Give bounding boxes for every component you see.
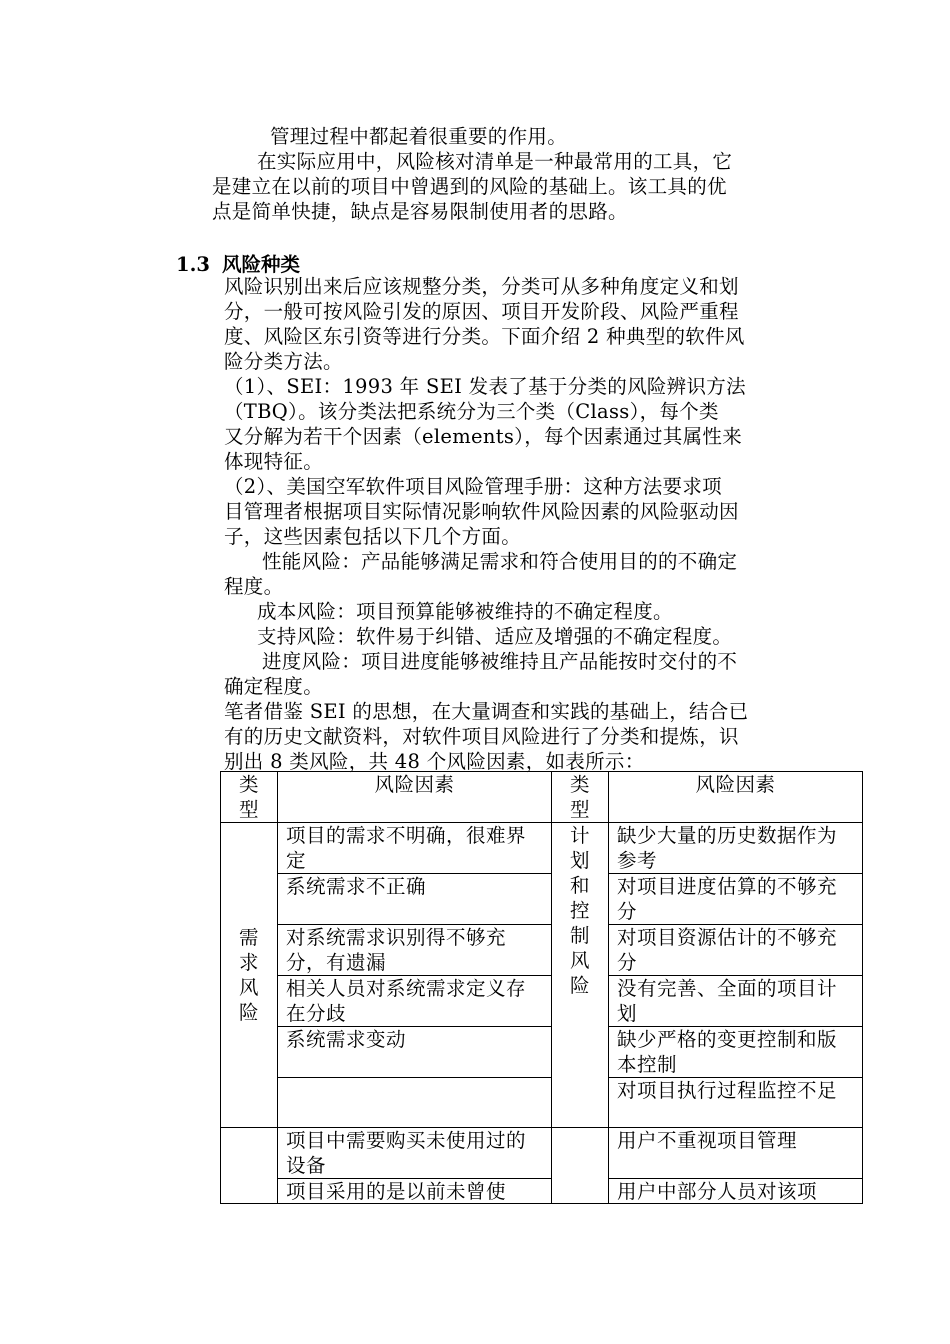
text-line: 目管理者根据项目实际情况影响软件风险因素的风险驱动因 xyxy=(224,500,739,523)
text-line: 在实际应用中，风险核对清单是一种最常用的工具，它 xyxy=(257,150,733,173)
section-number: 1.3 xyxy=(176,253,210,276)
table-cell xyxy=(278,1179,552,1204)
table-cell-text: 项目采用的是以前未曾使 xyxy=(286,1180,507,1203)
table-cell: 对项目资源估计的不够充分 xyxy=(609,925,863,976)
text-line: 进度风险：项目进度能够被维持且产品能按时交付的不 xyxy=(262,650,738,673)
table-cell: 用户不重视项目管理 xyxy=(609,1128,863,1179)
text-line: 确定程度。 xyxy=(224,675,324,698)
table-row xyxy=(221,1078,863,1128)
text-line: 子，这些因素包括以下几个方面。 xyxy=(224,525,522,548)
table-cell: 缺少严格的变更控制和版本控制 xyxy=(609,1027,863,1078)
text-line: 是建立在以前的项目中曾遇到的风险的基础上。该工具的优 xyxy=(212,175,727,198)
table-cell: 相关人员对系统需求定义存在分歧 xyxy=(278,976,552,1027)
text-line: 有的历史文献资料，对软件项目风险进行了分类和提炼，识 xyxy=(224,725,739,748)
table-row xyxy=(221,1179,863,1204)
text-line: 体现特征。 xyxy=(224,450,324,473)
text-line: 性能风险：产品能够满足需求和符合使用目的的不确定 xyxy=(262,550,738,573)
text-line: 又分解为若干个因素（elements），每个因素通过其属性来 xyxy=(224,425,742,448)
table-row xyxy=(221,874,863,925)
table-cell: 系统需求变动 xyxy=(278,1027,552,1078)
table-row xyxy=(221,1027,863,1078)
text-line: 险分类方法。 xyxy=(224,350,343,373)
table-cell: 对项目执行过程监控不足 xyxy=(609,1078,863,1128)
text-line: 笔者借鉴 SEI 的思想，在大量调查和实践的基础上，结合已 xyxy=(224,700,749,723)
table-cell xyxy=(609,1179,863,1204)
text-line: 点是简单快捷，缺点是容易限制使用者的思路。 xyxy=(212,200,628,223)
table-cell: 系统需求不正确 xyxy=(278,874,552,925)
table-cell: 项目中需要购买未使用过的设备 xyxy=(278,1128,552,1179)
table-cell: 对系统需求识别得不够充分，有遗漏 xyxy=(278,925,552,976)
header-type: 类型 xyxy=(552,772,609,823)
table-row xyxy=(221,925,863,976)
text-line: 风险识别出来后应该规整分类，分类可从多种角度定义和划 xyxy=(224,275,739,298)
section-title: 风险种类 xyxy=(222,253,301,276)
table-row xyxy=(221,1128,863,1179)
risk-factor-table xyxy=(220,771,863,1204)
table-cell: 没有完善、全面的项目计划 xyxy=(609,976,863,1027)
table-row xyxy=(221,976,863,1027)
text-line: （TBQ）。该分类法把系统分为三个类（Class），每个类 xyxy=(224,400,719,423)
type-planning-control-risk: 计划和控制风险 xyxy=(552,823,609,1128)
header-factor: 风险因素 xyxy=(609,772,863,823)
table-header-row xyxy=(221,772,863,823)
table-cell xyxy=(278,1078,552,1128)
table-cell: 对项目进度估算的不够充分 xyxy=(609,874,863,925)
text-line: 分，一般可按风险引发的原因、项目开发阶段、风险严重程 xyxy=(224,300,739,323)
header-factor: 风险因素 xyxy=(278,772,552,823)
table-row xyxy=(221,823,863,874)
table-cell: 缺少大量的历史数据作为参考 xyxy=(609,823,863,874)
text-line: （2）、美国空军软件项目风险管理手册：这种方法要求项 xyxy=(224,475,722,498)
type-cell-empty xyxy=(552,1128,609,1204)
type-cell-empty xyxy=(221,1128,278,1204)
type-requirement-risk: 需求风险 xyxy=(221,823,278,1128)
text-line: 支持风险：软件易于纠错、适应及增强的不确定程度。 xyxy=(257,625,733,648)
text-line: （1）、SEI：1993 年 SEI 发表了基于分类的风险辨识方法 xyxy=(224,375,746,398)
text-line: 程度。 xyxy=(224,575,284,598)
text-line: 成本风险：项目预算能够被维持的不确定程度。 xyxy=(257,600,673,623)
table-cell: 项目的需求不明确，很难界定 xyxy=(278,823,552,874)
section-heading xyxy=(176,249,300,277)
text-line: 别出 8 类风险，共 48 个风险因素，如表所示： xyxy=(224,750,645,773)
header-type: 类型 xyxy=(221,772,278,823)
text-line: 管理过程中都起着很重要的作用。 xyxy=(270,125,568,148)
text-line: 度、风险区东引资等进行分类。下面介绍 2 种典型的软件风 xyxy=(224,325,745,348)
table-cell-text: 用户中部分人员对该项 xyxy=(617,1180,818,1203)
